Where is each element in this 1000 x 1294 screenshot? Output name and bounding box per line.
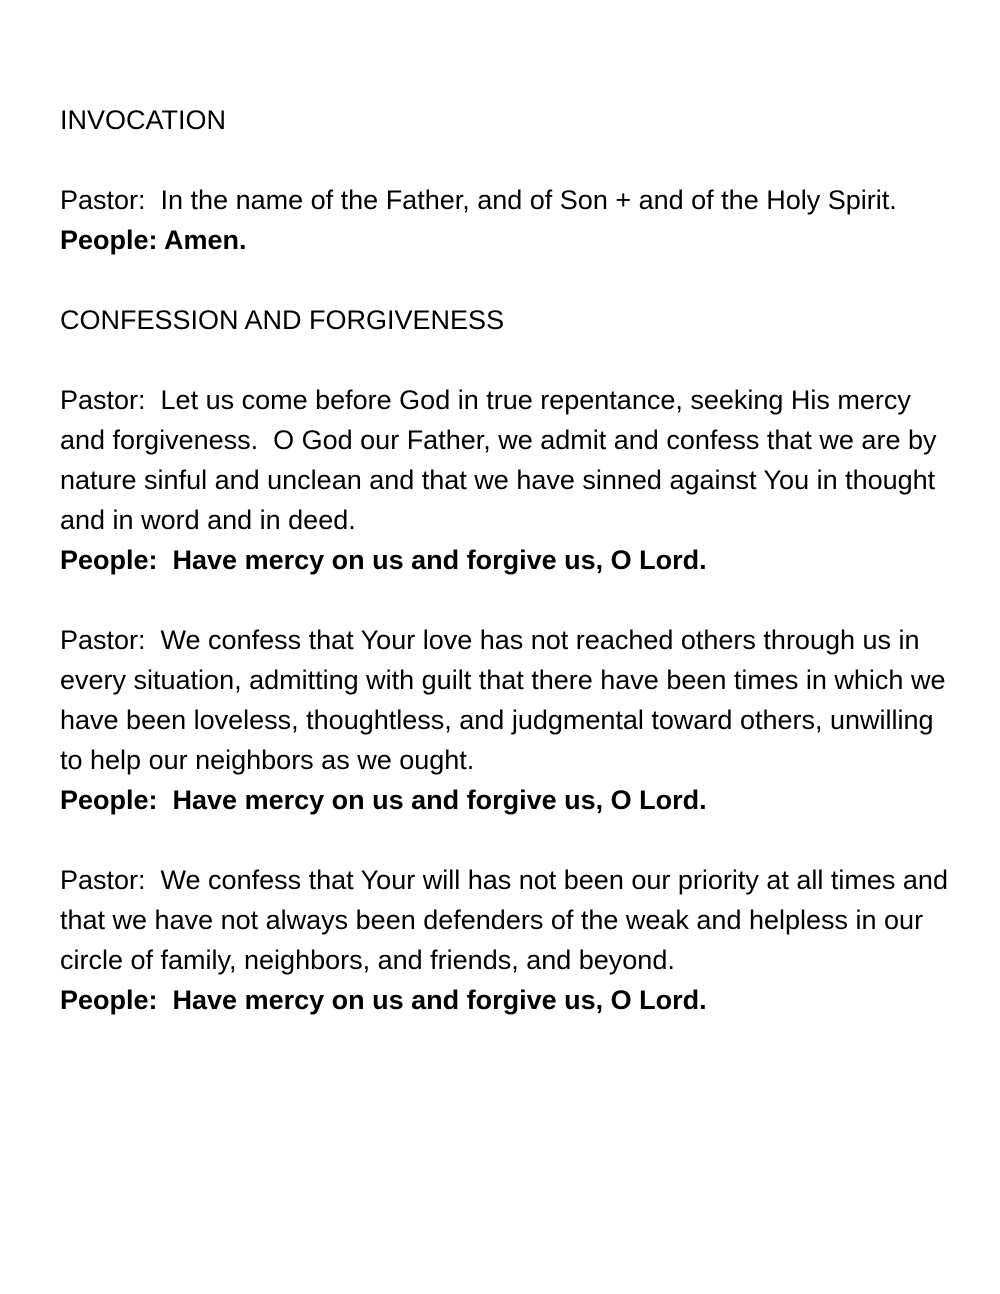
confession-pastor-line-3: Pastor: We confess that Your will has not been our priority at all times and that we have not always been defenders of the weak and helpless in our circle of family, neighbors, and friends, and beyond. [60, 865, 956, 975]
confession-heading: CONFESSION AND FORGIVENESS [60, 305, 505, 335]
confession-pastor-line-2: Pastor: We confess that Your love has not reached others through us in every situation, admitting with guilt that there have been times in which we have been loveless, thoughtless, and judgmental toward others, unwilling to help our neighbors as we ought. [60, 625, 953, 775]
spacer [60, 580, 960, 620]
invocation-pastor-line: Pastor: In the name of the Father, and of Son + and of the Holy Spirit. [60, 185, 897, 215]
confession-people-response-2: People: Have mercy on us and forgive us, O Lord. [60, 785, 707, 815]
spacer [60, 820, 960, 860]
liturgy-page [60, 100, 960, 1020]
invocation-heading: INVOCATION [60, 105, 227, 135]
confession-people-response-1: People: Have mercy on us and forgive us, O Lord. [60, 545, 707, 575]
spacer [60, 340, 960, 380]
spacer [60, 260, 960, 300]
confession-people-response-3: People: Have mercy on us and forgive us, O Lord. [60, 985, 707, 1015]
invocation-people-response: People: Amen. [60, 225, 247, 255]
spacer [60, 140, 960, 180]
confession-pastor-line-1: Pastor: Let us come before God in true repentance, seeking His mercy and forgiveness. O God our Father, we admit and confess that we are by nature sinful and unclean and that we have sinned against You in thought and in word and in deed. [60, 385, 944, 535]
